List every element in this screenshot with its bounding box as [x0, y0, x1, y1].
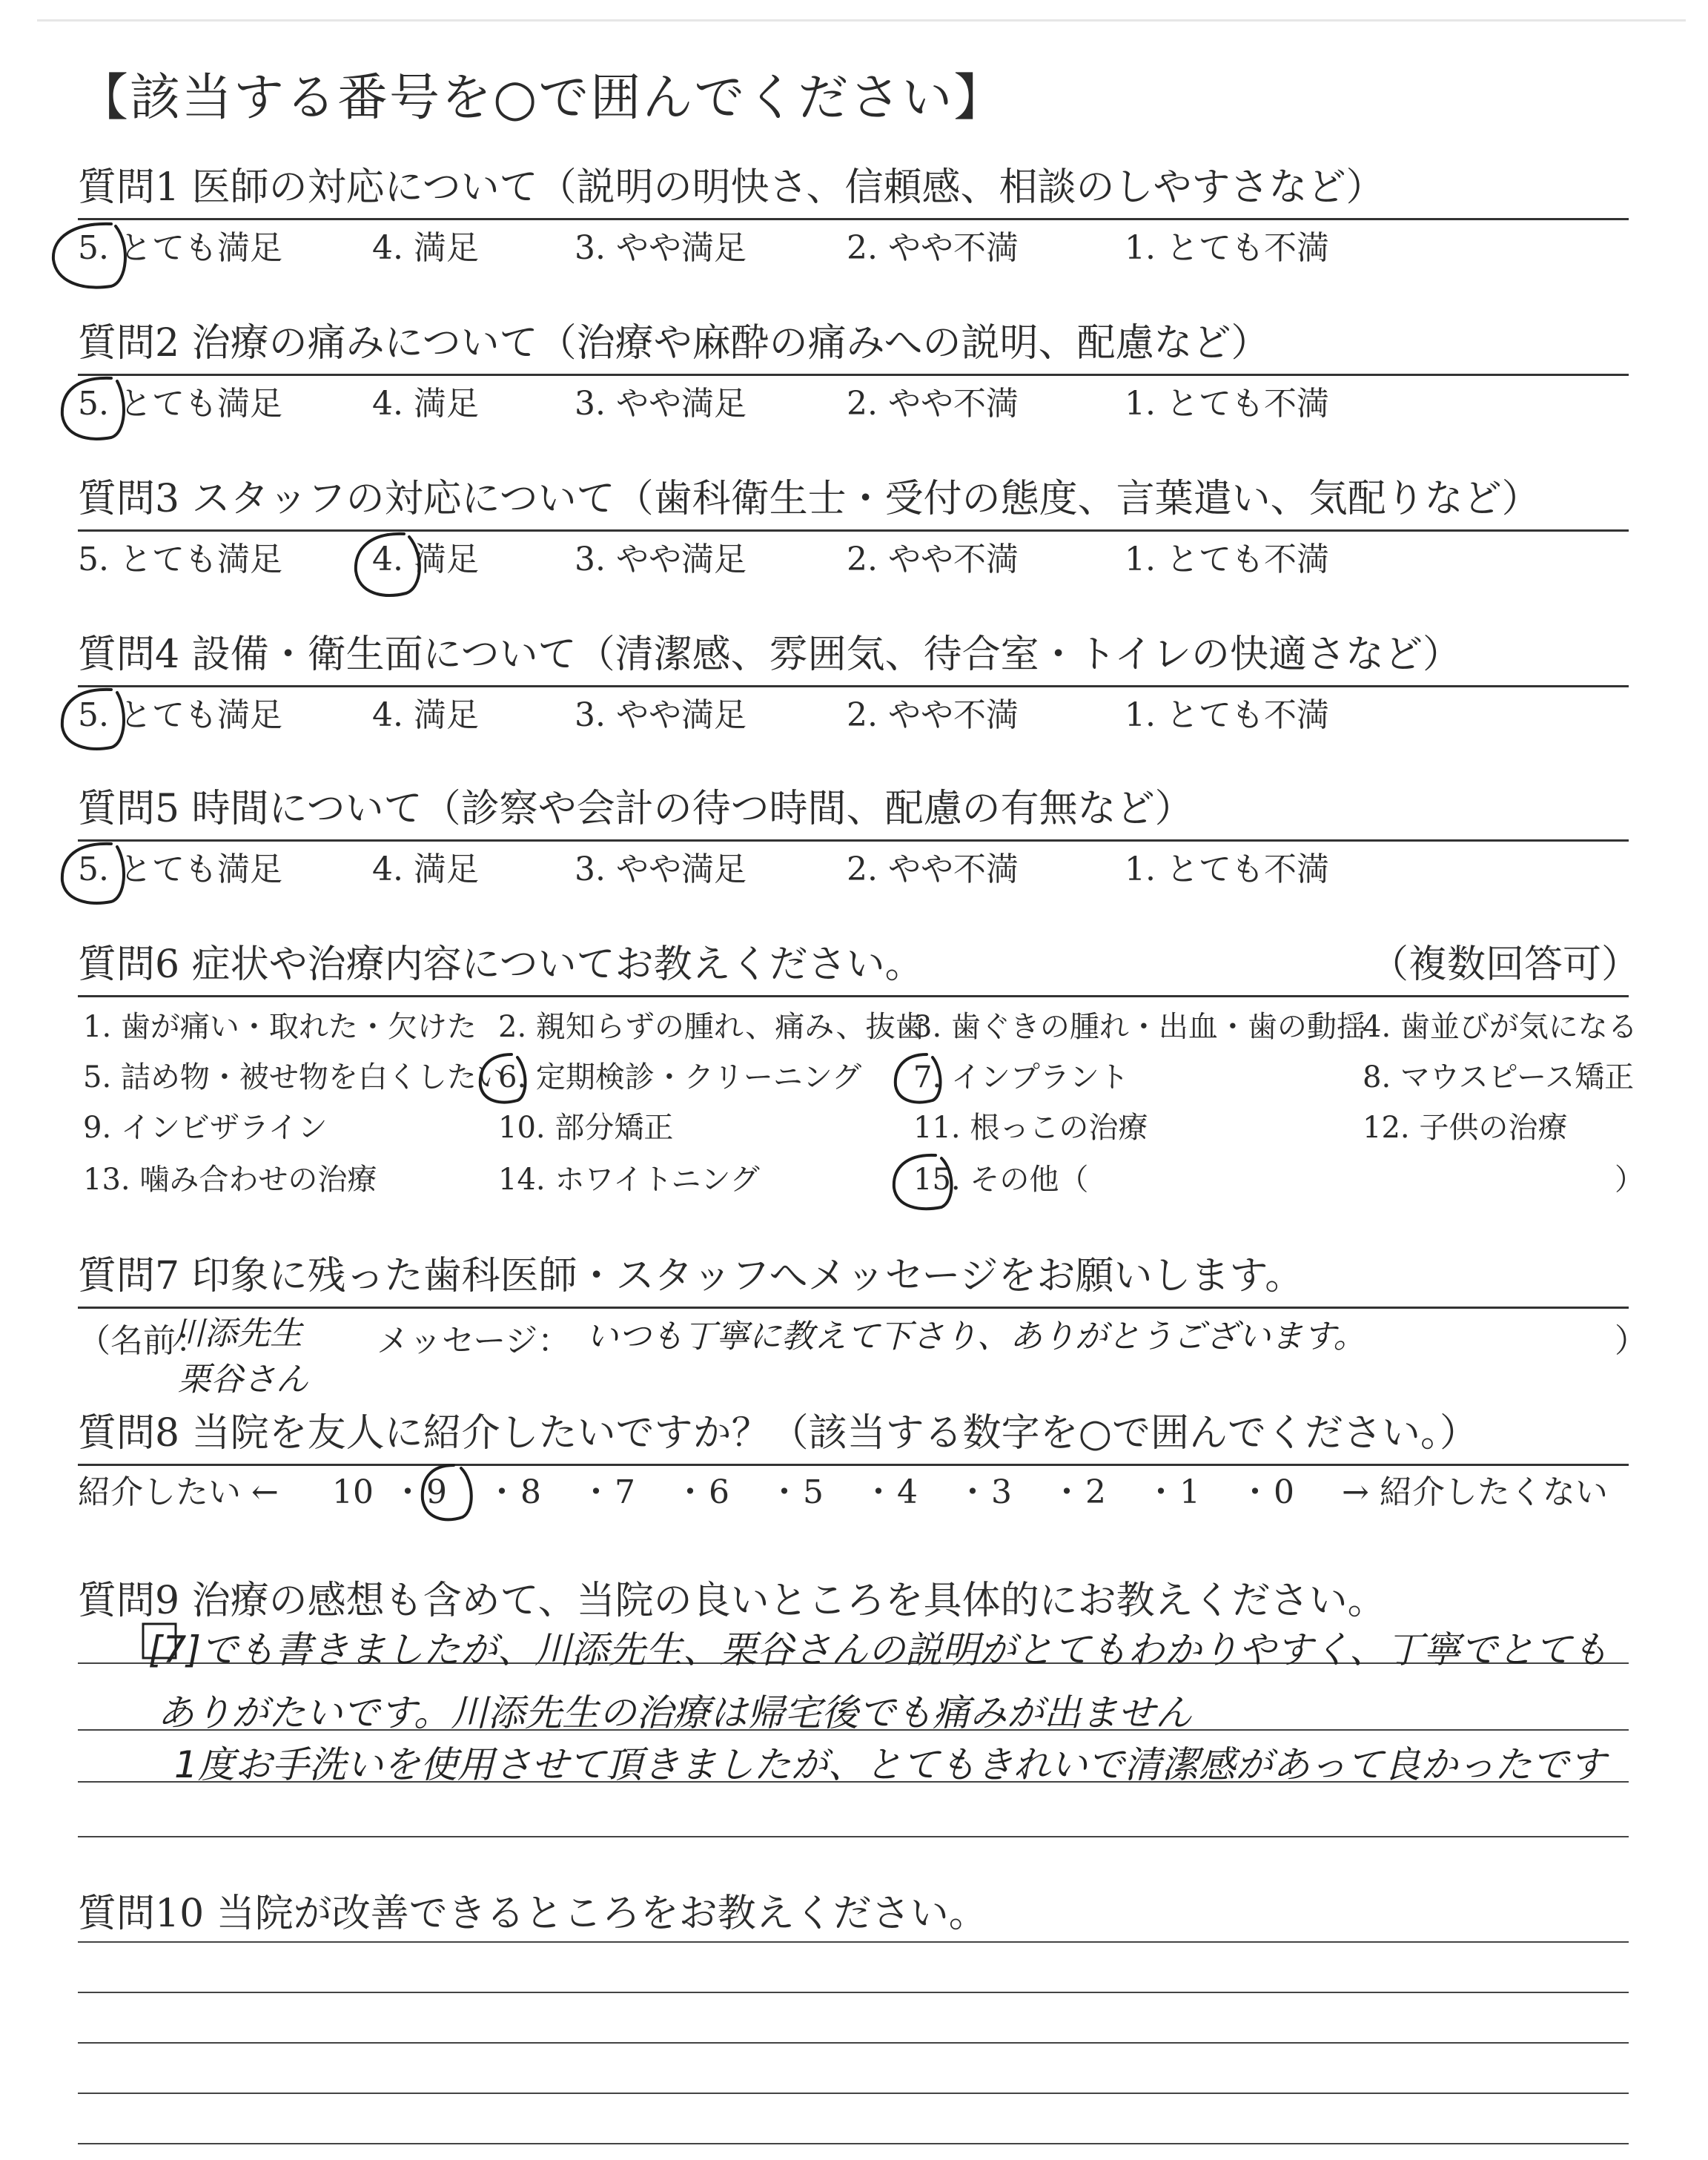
- q5-option-5[interactable]: 5. とても満足: [78, 851, 282, 888]
- q6-other-close-paren: ）: [1615, 1163, 1644, 1197]
- q8-scale-9[interactable]: 9: [426, 1473, 447, 1511]
- q9-answer-line-1[interactable]: [7]でも書きましたが、川添先生、栗谷さんの説明がとてもわかりやすく、丁寧でとても: [148, 1628, 1609, 1671]
- q6-option-1[interactable]: 1. 歯が痛い・取れた・欠けた: [83, 1010, 477, 1044]
- q8-scale-separator: ・: [1145, 1473, 1177, 1511]
- q8-scale-10[interactable]: 10: [332, 1473, 374, 1511]
- q2-option-4[interactable]: 4. 満足: [372, 385, 479, 423]
- q6-option-5[interactable]: 5. 詰め物・被せ物を白くしたい: [83, 1060, 506, 1094]
- q4-option-3[interactable]: 3. やや満足: [575, 696, 747, 734]
- q8-scale-3[interactable]: 3: [991, 1473, 1012, 1511]
- q7-message-text[interactable]: いつも丁寧に教えて下さり、ありがとうございます。: [586, 1318, 1366, 1355]
- q6-option-15[interactable]: 15. その他（: [913, 1163, 1089, 1197]
- q9-answer-line-3[interactable]: 1度お手洗いを使用させて頂きましたが、とてもきれいで清潔感があって良かったです: [174, 1743, 1606, 1786]
- q8-scale-separator: ・: [956, 1473, 989, 1511]
- q3-option-1[interactable]: 1. とても不満: [1125, 541, 1329, 578]
- page-title: 【該当する番号を○で囲んでください】: [78, 69, 1006, 128]
- q8-scale-8[interactable]: 8: [520, 1473, 541, 1511]
- question-8-label: 質問8 当院を友人に紹介したいですか？（該当する数字を○で囲んでください。）: [78, 1411, 1478, 1456]
- q3-circle-mark: [356, 534, 420, 595]
- q8-scale-4[interactable]: 4: [897, 1473, 918, 1511]
- q8-scale-2[interactable]: 2: [1085, 1473, 1106, 1511]
- question-7-label: 質問7 印象に残った歯科医師・スタッフへメッセージをお願いします。: [78, 1254, 1304, 1298]
- q5-option-3[interactable]: 3. やや満足: [575, 851, 747, 888]
- q7-close-paren: ）: [1615, 1322, 1647, 1360]
- q6-option-6[interactable]: 6. 定期検診・クリーニング: [498, 1060, 862, 1094]
- q6-option-13[interactable]: 13. 噛み合わせの治療: [83, 1163, 377, 1197]
- q5-option-4[interactable]: 4. 満足: [372, 851, 479, 888]
- q4-option-1[interactable]: 1. とても不満: [1125, 696, 1329, 734]
- q8-scale-separator: ・: [1239, 1473, 1271, 1511]
- question-6-label: 質問6 症状や治療内容についてお教えください。: [78, 942, 924, 987]
- q6-option-7[interactable]: 7. インプラント: [913, 1060, 1129, 1094]
- q9-box-mark: [143, 1624, 176, 1658]
- q7-name-line2[interactable]: 栗谷さん: [178, 1361, 308, 1398]
- q1-option-2[interactable]: 2. やや不満: [847, 229, 1019, 267]
- q7-message-label: メッセージ：: [377, 1322, 571, 1360]
- q1-option-3[interactable]: 3. やや満足: [575, 229, 747, 267]
- q6-option-4[interactable]: 4. 歯並びが気になる: [1363, 1010, 1638, 1044]
- question-4-label: 質問4 設備・衛生面について（清潔感、雰囲気、待合室・トイレの快適さなど）: [78, 633, 1461, 677]
- q1-option-1[interactable]: 1. とても不満: [1125, 229, 1329, 267]
- q8-scale-separator: ・: [580, 1473, 612, 1511]
- q8-scale-separator: ・: [768, 1473, 801, 1511]
- q5-option-2[interactable]: 2. やや不満: [847, 851, 1019, 888]
- q6-circle-6-mark: [480, 1054, 526, 1103]
- q4-option-2[interactable]: 2. やや不満: [847, 696, 1019, 734]
- q2-option-3[interactable]: 3. やや満足: [575, 385, 747, 423]
- q8-scale-0[interactable]: 0: [1274, 1473, 1294, 1511]
- q6-option-2[interactable]: 2. 親知らずの腫れ、痛み、抜歯: [498, 1010, 925, 1044]
- q6-option-8[interactable]: 8. マウスピース矯正: [1363, 1060, 1635, 1094]
- question-9-label: 質問9 治療の感想も含めて、当院の良いところを具体的にお教えください。: [78, 1579, 1386, 1623]
- q6-option-11[interactable]: 11. 根っこの治療: [913, 1111, 1148, 1145]
- q9-answer-line-2[interactable]: ありがたいです。川添先生の治療は帰宅後でも痛みが出ません: [157, 1691, 1192, 1734]
- question-1-label: 質問1 医師の対応について（説明の明快さ、信頼感、相談のしやすさなど）: [78, 165, 1385, 210]
- q8-scale-separator: ・: [674, 1473, 706, 1511]
- q8-right-label: → 紹介したくない: [1342, 1473, 1608, 1511]
- q3-option-3[interactable]: 3. やや満足: [575, 541, 747, 578]
- q6-circle-7-mark: [896, 1054, 941, 1103]
- question-2-label: 質問2 治療の痛みについて（治療や麻酔の痛みへの説明、配慮など）: [78, 321, 1270, 366]
- question-10-label: 質問10 当院が改善できるところをお教えください。: [78, 1892, 987, 1936]
- q1-circle-mark: [53, 224, 125, 288]
- q1-option-4[interactable]: 4. 満足: [372, 229, 479, 267]
- q8-scale-separator: ・: [486, 1473, 518, 1511]
- q1-option-5[interactable]: 5. とても満足: [78, 229, 282, 267]
- q3-option-5[interactable]: 5. とても満足: [78, 541, 282, 578]
- q6-option-3[interactable]: 3. 歯ぐきの腫れ・出血・歯の動揺: [913, 1010, 1366, 1044]
- q4-circle-mark: [62, 690, 124, 749]
- q5-option-1[interactable]: 1. とても不満: [1125, 851, 1329, 888]
- q7-name-line1[interactable]: 川添先生: [172, 1315, 302, 1353]
- q3-option-2[interactable]: 2. やや不満: [847, 541, 1019, 578]
- q7-name-label: （名前：: [78, 1322, 208, 1360]
- question-3-label: 質問3 スタッフの対応について（歯科衛生士・受付の態度、言葉遣い、気配りなど）: [78, 477, 1540, 521]
- q8-scale-7[interactable]: 7: [615, 1473, 635, 1511]
- q6-option-14[interactable]: 14. ホワイトニング: [498, 1163, 760, 1197]
- q5-circle-mark: [62, 844, 124, 903]
- q6-circle-15-mark: [894, 1155, 952, 1209]
- q8-scale-separator: ・: [1050, 1473, 1083, 1511]
- q6-option-12[interactable]: 12. 子供の治療: [1363, 1111, 1568, 1145]
- q8-scale-1[interactable]: 1: [1179, 1473, 1200, 1511]
- q6-option-9[interactable]: 9. インビザライン: [83, 1111, 328, 1145]
- q3-option-4[interactable]: 4. 満足: [372, 541, 479, 578]
- q8-scale-separator: ・: [391, 1473, 424, 1511]
- question-6-note: （複数回答可）: [1370, 942, 1641, 987]
- q2-option-5[interactable]: 5. とても満足: [78, 385, 282, 423]
- q8-left-label: 紹介したい ←: [78, 1473, 279, 1511]
- q6-option-10[interactable]: 10. 部分矯正: [498, 1111, 674, 1145]
- q4-option-4[interactable]: 4. 満足: [372, 696, 479, 734]
- q2-circle-mark: [62, 378, 124, 439]
- q8-scale-5[interactable]: 5: [803, 1473, 824, 1511]
- q4-option-5[interactable]: 5. とても満足: [78, 696, 282, 734]
- q8-circle-9-mark: [423, 1465, 471, 1519]
- question-5-label: 質問5 時間について（診察や会計の待つ時間、配慮の有無など）: [78, 787, 1194, 831]
- q8-scale-separator: ・: [862, 1473, 895, 1511]
- q2-option-2[interactable]: 2. やや不満: [847, 385, 1019, 423]
- q2-option-1[interactable]: 1. とても不満: [1125, 385, 1329, 423]
- q8-scale-6[interactable]: 6: [709, 1473, 729, 1511]
